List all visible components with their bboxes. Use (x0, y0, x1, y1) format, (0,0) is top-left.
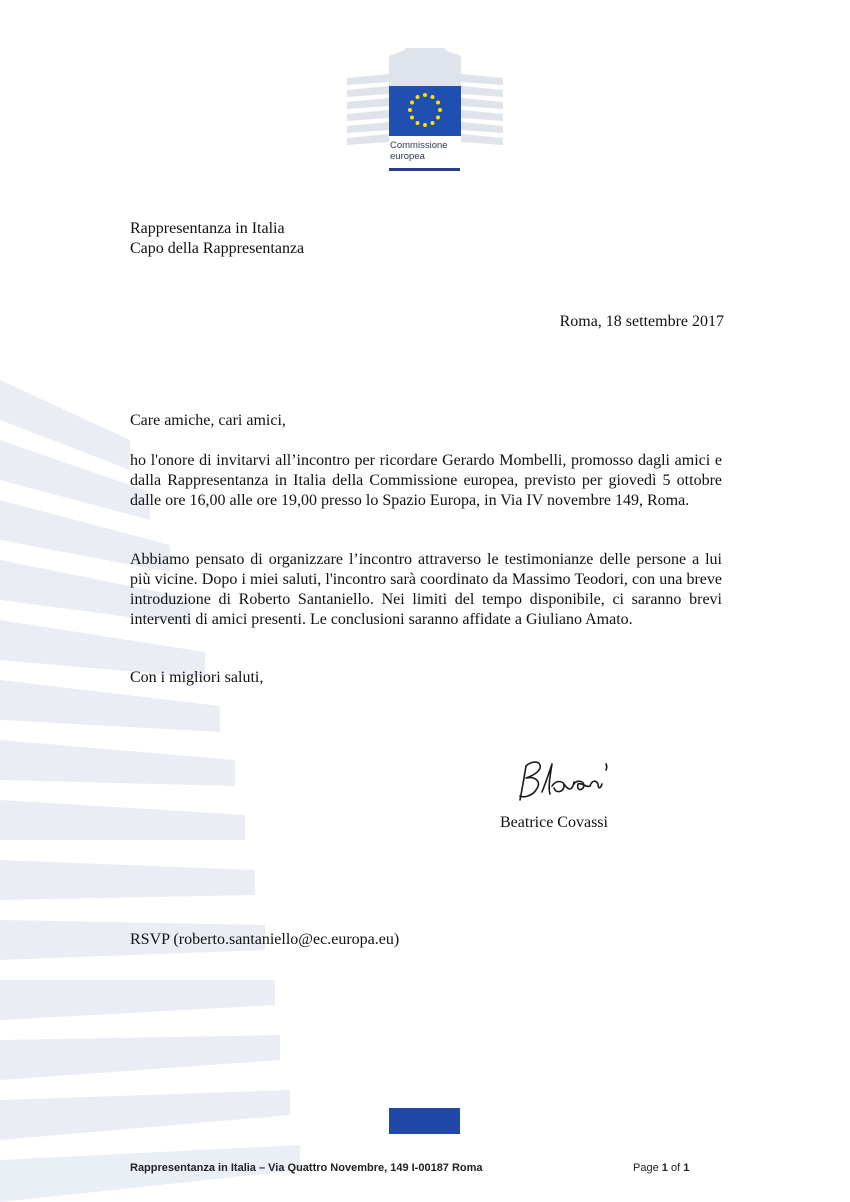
footer-flag (389, 1108, 460, 1134)
logo-underline (389, 168, 460, 171)
sender-line-1: Rappresentanza in Italia (130, 220, 285, 237)
body-paragraph-1: ho l'onore di invitarvi all’incontro per ricordare Gerardo Mombelli, promosso dagli amici e dalla Rappresentanza in Italia della Commissione europea, previsto per giovedì 5 ottobre dalle ore 16,00 alle ore 19,00 presso lo Spazio Europa, in Via IV novembre 149, Roma. (130, 452, 722, 509)
page-total: 1 (683, 1162, 690, 1174)
letter-date: Roma, 18 settembre 2017 (559, 313, 724, 330)
signer-name: Beatrice Covassi (500, 814, 608, 831)
body-paragraph-2: Abbiamo pensato di organizzare l’incontro attraverso le testimonianze delle persone a lui più vicine. Dopo i miei saluti, l'incontro sarà coordinato da Massimo Teodori, con una breve introduzione di Roberto Santaniello. Nei limiti del tempo disponibile, ci saranno brevi interventi di amici presenti. Le conclusioni saranno affidate a Giuliano Amato. (130, 551, 722, 628)
page-label: Page (633, 1162, 659, 1174)
greeting: Care amiche, cari amici, (130, 412, 286, 429)
logo-text (390, 140, 448, 162)
page-current: 1 (661, 1162, 668, 1174)
rsvp-line: RSVP (roberto.santaniello@ec.europa.eu) (130, 931, 400, 948)
sender-line-2: Capo della Rappresentanza (130, 240, 305, 257)
footer-address: Rappresentanza in Italia – Via Quattro Novembre, 149 I-00187 Roma (130, 1162, 483, 1174)
page-of: of (670, 1162, 681, 1174)
logo-line-1: Commissione (390, 140, 448, 151)
handwritten-signature (512, 752, 642, 812)
logo-line-2: europea (390, 151, 425, 162)
sender-block (130, 219, 304, 259)
closing: Con i migliori saluti, (130, 669, 264, 686)
page-number (633, 1162, 689, 1174)
